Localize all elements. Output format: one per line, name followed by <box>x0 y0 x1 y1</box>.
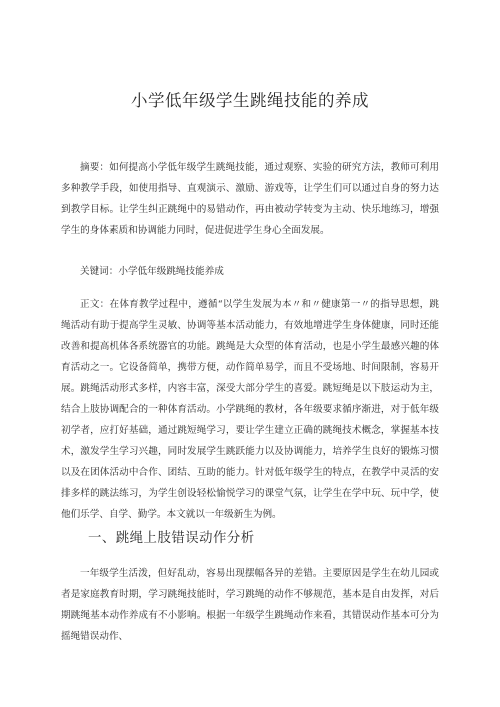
section-heading: 一、跳绳上肢错误动作分析 <box>88 531 255 546</box>
document-title: 小学低年级学生跳绳技能的养成 <box>131 91 369 110</box>
keywords-line: 关键词：小学低年级跳绳技能养成 <box>80 266 224 277</box>
abstract-paragraph: 摘要：如何提高小学低年级学生跳绳技能，通过观察、实验的研究方法，教师可利用多种教学手段，如使用指导、直观演示、激励、游戏等，让学生们可以通过自身的努力达到教学目标。让学生纠正跳绳中的易错动作，再由被动学转变为主动、快乐地练习，增强学生的身体素质和协调能力同时，促进促进学生身心全面发展。 <box>61 162 439 236</box>
body-paragraph: 正文：在体育教学过程中，遵循“以学生发展为本〃和〃健康第一〃的指导思想，跳绳活动有助于提高学生灵敏、协调等基本活动能力，有效地增进学生身体健康，同时还能改善和提高机体各系统器官的功能。跳绳是大众型的体育活动，也是小学生最感兴趣的体育活动之一。它设备简单，携带方便，动作简单易学，而且不受场地、时间限制，容易开展。跳绳活动形式多样，内容丰富，深受大部分学生的喜爱。跳短绳是以下肢运动为主，结合上肢协调配合的一种体育活动。小学跳绳的教材，各年级要求循序渐进，对于低年级初学者，应打好基础，通过跳短绳学习，要让学生建立正确的跳绳技术概念，掌握基本技术，激发学生学习兴趣，同时发展学生跳跃能力以及协调能力，培养学生良好的锻炼习惯以及在团体活动中合作、团结、互助的能力。针对低年级学生的特点，在教学中灵活的安排多样的跳法练习，为学生创设轻松愉悦学习的课堂气氛，让学生在学中玩、玩中学，使他们乐学、自学、勤学。本文就以一年级新生为例。 <box>61 299 439 520</box>
section-body-paragraph: 一年级学生活泼，但好乱动，容易出现摆幅各异的差错。主要原因是学生在幼儿园或者是家庭教育时期，学习跳绳技能时，学习跳绳的动作不够规范，基本是自由发挥，对后期跳绳基本动作养成有不小影响。根据一年级学生跳绳动作来看，其错误动作基本可分为摇绳错误动作、 <box>61 568 439 642</box>
